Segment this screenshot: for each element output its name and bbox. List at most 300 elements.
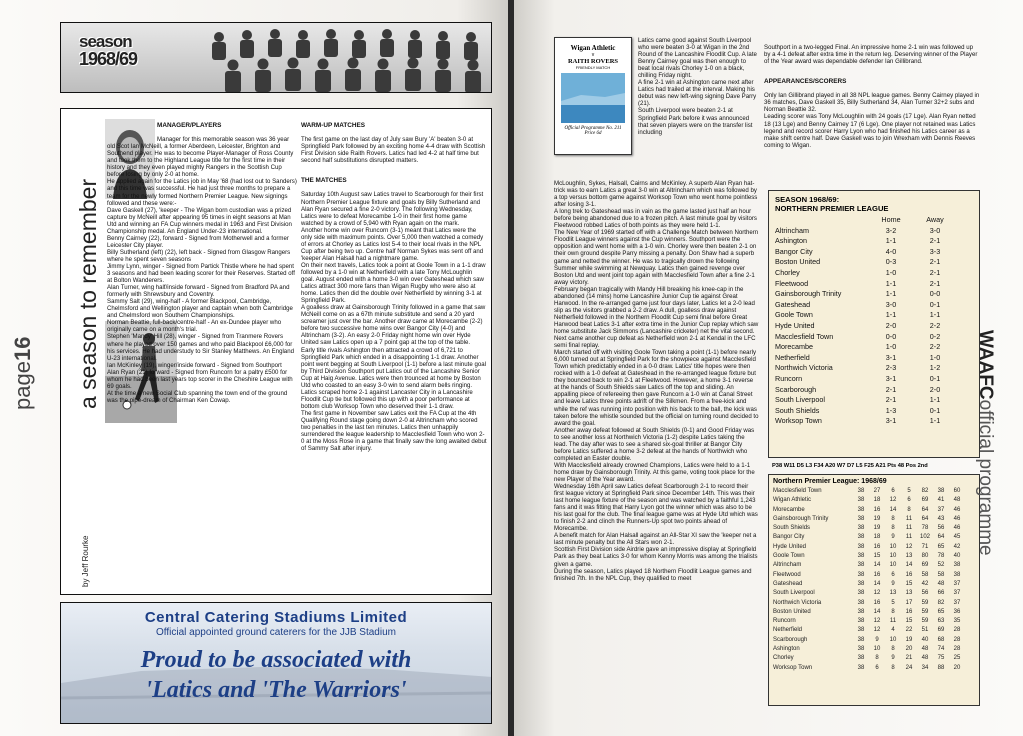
result-away: 2-0: [929, 384, 941, 394]
league-stat: 69: [921, 497, 929, 504]
league-team: Goole Town: [773, 553, 805, 560]
league-stat: 11: [905, 515, 913, 522]
league-row: [771, 626, 965, 635]
league-stat: 38: [953, 571, 961, 578]
result-row: [773, 374, 957, 385]
league-stat: 69: [921, 562, 929, 569]
league-stat: 5: [907, 488, 911, 494]
league-stat: 13: [905, 590, 913, 597]
result-home: 1-1: [885, 289, 897, 299]
result-team: Scarborough: [775, 384, 817, 394]
result-home: 4-0: [885, 246, 897, 256]
league-stat: 38: [857, 543, 865, 550]
result-row: [773, 289, 957, 300]
result-home: 1-1: [885, 310, 897, 320]
league-team: Boston United: [773, 608, 811, 615]
league-stat: 12: [873, 590, 881, 597]
result-team: Ashington: [775, 236, 807, 246]
result-team: Runcorn: [775, 373, 803, 383]
programme-footer: Official Programme No. 211 Price 6d: [564, 126, 622, 136]
league-stat: 20: [953, 664, 961, 671]
league-stat: 6: [891, 571, 895, 578]
league-stat: 10: [889, 543, 897, 550]
league-stat: 69: [937, 627, 945, 634]
league-stat: 41: [937, 497, 945, 504]
result-away: 3-0: [929, 225, 941, 235]
league-stat: 68: [937, 636, 945, 643]
side-title: [75, 179, 102, 409]
league-stat: 12: [889, 497, 897, 504]
result-team: Altrincham: [775, 225, 809, 235]
result-row: [773, 310, 957, 321]
league-stat: 64: [921, 506, 929, 513]
league-stat: 37: [937, 506, 945, 513]
league-team: Northwich Victoria: [773, 599, 822, 606]
season-title: season 1968/69: [79, 32, 138, 69]
result-away: 3-3: [929, 246, 941, 256]
league-stat: 18: [873, 497, 881, 504]
result-team: Worksop Town: [775, 416, 822, 426]
result-team: Gateshead: [775, 299, 811, 309]
league-team: Netherfield: [773, 627, 803, 634]
warmup-text: The first game on the last day of July saw Bury 'A' beaten 3-0 at Springfield Park followed by an exciting home 4-4 draw with Scottish First Division side Raith Rovers. Latics had led 4-2 at half time but second half substitutions disrupted matters.: [301, 136, 486, 165]
result-team: Northwich Victoria: [775, 363, 833, 373]
result-home: 3-1: [885, 352, 897, 362]
programme-club: Wigan Athletic: [570, 44, 616, 52]
league-stat: 15: [905, 580, 913, 587]
result-team: South Liverpool: [775, 395, 825, 405]
league-row: [771, 589, 965, 598]
result-away: 0-2: [929, 331, 941, 341]
matches-column: [301, 115, 487, 587]
league-stat: 8: [891, 525, 895, 532]
league-stat: 38: [857, 664, 865, 671]
article-box: [60, 108, 492, 595]
result-row: [773, 300, 957, 311]
league-team: Ashington: [773, 646, 800, 653]
league-team: Bangor City: [773, 534, 805, 541]
league-stat: 38: [857, 627, 865, 634]
league-stat: 40: [921, 636, 929, 643]
result-away: 1-1: [929, 395, 941, 405]
league-stat: 58: [921, 571, 929, 578]
league-row: [771, 496, 965, 505]
byline-text: by Jeff Rourke: [81, 535, 90, 587]
league-stat: 102: [919, 534, 930, 541]
league-stat: 48: [921, 646, 929, 653]
programme-photo: [561, 73, 625, 123]
result-home: 1-3: [885, 405, 897, 415]
league-stat: 19: [905, 636, 913, 643]
col-home: Home: [881, 215, 901, 224]
result-away: 1-1: [929, 416, 941, 426]
result-row: [773, 257, 957, 268]
league-stat: 4: [891, 627, 895, 634]
ad-slogan-line1: Proud to be associated with: [140, 647, 412, 673]
league-stat: 75: [937, 655, 945, 662]
matches-text: Saturday 10th August saw Latics travel to Scarborough for their first Northern Premier League fixture and goals by Billy Sutherland and Alan Ryan secured a fine 2-0 victory. The following Wednesday, Latics were to defeat Morecambe 1-0 in their first home game watched by a crowd of 5,940 with Ryan again on the mark. Another home win over Runcorn (3-1) meant that Latics were the only side with maximum points. Over 5,000 then watched a comedy of errors at Chorley as Latics lost 5-4 to their local rivals in the NPL Cup after being two up. Centre half Norman Sykes was sent off and 'keeper Alan Halsall had a nightmare game. On their next travels, Latics took a point at Goole Town in a 1-1 draw followed by a 1-0 win at Netherfield with a late Tony McLoughlin goal. August ended with a home 3-0 win over Gateshead which saw Latics attract 300 more fans than Wigan Rugby who were also at home. Latics then did the double over Netherfield by winning 3-1 at Springfield Park. A goalless draw at Gainsborough Trinity followed in a game that saw McNeill come on as a 67th minute substitute and send a 20 yard screamer just over the bar. Another draw came at Morecambe (2-2) before two successive home wins over Bangor City (4-0) and Altrincham (3-2). An easy 2-0 Friday night home win over Hyde United saw Latics open up a 7 point gap at the top of the table. Early title rivals Ashington then attracted a crowd of 6,721 to Springfield Park which ended in a disappointing 1-1 draw. Another point went begging at South Liverpool (1-1) before a last minute goal by Third Division Southport put Latics out of the Lancashire Senior Cup at Haig Avenue. Latics were then trounced at home by Boston Utd who coasted to an easy 3-0 win to send alarm bells ringing. Latics scraped home 2-1 against Lancaster City in a Lancashire Floodlit Cup tie but followed this up with a poor performance at bottom club Worksop Town who deserved their 1-1 draw. The first game in November saw Latics exit the FA Cup at the 4th Qualifying Round stage going down 2-0 at Altrincham who scored two penalties in the last ten minutes. Latics then unhappily surrendered the league leadership to Macclesfield Town who won 2-0 at the Moss Rose in a game that finally saw the long awaited debut of Sammy Salt after injury.: [301, 191, 487, 453]
league-stat: 78: [937, 553, 945, 560]
text-main: McLoughlin, Sykes, Halsall, Cairns and McKinley. A superb Alan Ryan hat-trick was to earn Latics a great 3-0 win at Altrincham which was followed by a top versus bottom game against Worksop Town who went home pointless after losing 3-1. A long trek to Gateshead was in vain as the game lasted just half an hour before being abandoned due to a frozen pitch. A last minute goal by visitors Fleetwood robbed Latics of both points as they were held 1-1. The New Year of 1969 started off with a Challenge Match between Northern Floodlit League winners against the Cup winners. Southport were the opposition and went home with a 1-0 win. Chorley were then beaten 2-1 on their own ground despite Parry missing a penalty. Don Shaw had a superb game and netted the winner. He was to tragically drown the following Summer while swimming at Newquay. Latics then gained revenge over Boston Utd and went joint top again with Macclesfield Town after a fine 2-1 away victory. February began tragically with Mandy Hill breaking his knee-cap in the abandoned (14 mins) home Lancashire Junior Cup tie against Great Harwood. In the re-arranged game just four days later, Latics let a 2-0 lead slip as the visitors grabbed a 2-2 draw. A dull, goalless draw against Netherfield followed in the Northern Floodlit Cup semi final before Great Harwood beat Latics 3-1 after extra time in the Junior Cup replay which saw home substitute Jack Simmons (Lancashire cricketer) net the vital second. Next came another cup defeat as Netherfield won 2-1 at Kendal in the LFC semi final replay. March started off with visiting Goole Town taking a point (1-1) before nearly 6,000 turned out at Springfield Park for the showpiece against Macclesfield Town which predictably ended in a 0-0 draw. Latics' title hopes were then rocked with a 1-0 defeat at Gateshead in the re-arranged league fixture but they bounced back to win 2-1 at Fleetwood. However, a home 3-1 reverse at the hands of South Shields saw Latics off the top and sliding. An appalling piece of refereeing then gave Runcorn a 1-0 win at Canal Street and leave Latics three points adrift of the Silkmen. From a free-kick and while the ref was running into position with his back to the ball, the kick was taken before the whistle sounded but the official on turning round decided to award the goal. Another away defeat followed at South Shields (0-1) and Good Friday was to see another loss at Northwich Victoria (1-2) despite Latics taking the lead. The day after was to see a shared six-goal thriller at Bangor City before Latics suffered a home 3-2 defeat at the hands of Northwich who completed an Easter double. With Macclesfield already crowned Champions, Latics were held to a 1-1 home draw by Gainsborough Trinity. At this game, voting took place for the new Player of the Year award. Wednesday 16th April saw Latics defeat Scarborough 2-1 to record their first league victory at Springfield Park since December 14th. This was their last home league fixture of the season and was watched by a faithful 1,243 fans and it was fitting that Harry Lyon got the winner which was also to be his last goal for the club. The final league game was at Hyde Utd which was to finish 2-2 and clinch the Runners-Up spot two points ahead of Morecambe. A benefit match for Alan Halsall against an All-Star XI saw the 'keeper net a last minute penalty but the All Stars won 2-1. Scottish First Division side Airdrie gave an impressive display at Springfield Park as they beat Latics 3-0 for whom Kenny Morris was among the trialists given a game. During the season, Latics played 18 Northern Floodlit League games and finished 7th. In the NPL Cup, they qualified to meet: [554, 180, 759, 582]
page-number: [10, 337, 36, 410]
result-team: Bangor City: [775, 246, 813, 256]
league-stat: 14: [873, 580, 881, 587]
league-stat: 38: [937, 488, 945, 494]
league-stat: 11: [905, 534, 913, 541]
league-stat: 42: [953, 543, 961, 550]
league-team: Morecambe: [773, 506, 805, 513]
league-row: [771, 543, 965, 552]
league-row: [771, 487, 965, 496]
league-stat: 38: [857, 553, 865, 560]
result-team: Netherfield: [775, 352, 810, 362]
league-stat: 24: [905, 664, 913, 671]
league-stat: 74: [937, 646, 945, 653]
league-stat: 48: [937, 580, 945, 587]
league-stat: 18: [873, 534, 881, 541]
league-row: [771, 599, 965, 608]
ad-title: Central Catering Stadiums Limited: [144, 609, 408, 626]
league-stat: 59: [921, 599, 929, 606]
result-row: [773, 236, 957, 247]
league-row: [771, 533, 965, 542]
brand-programme: official programme: [975, 399, 996, 556]
appearances-heading: APPEARANCES/SCORERS: [764, 78, 847, 86]
managers-text: Manager for this memorable season was 36 year old Scot Ian McNeill, a former Aberdeen, Leicester, Brighton and Southend player. He was to become Player-Manager of Ross County and took them to the Highland League title for the first time in their history and they even played mighty Rangers in the Scottish Cup before losing by only 2-0 at home. He applied again for the Latics job in May '68 (had lost out to Sanders) and this time was successful. He had just three months to prepare a team for the newly formed Northern Premier League. New signings followed and these were:- Dave Gaskell (27), 'keeper - The Wigan born custodian was a prized capture by McNeill after appearing 95 times in eight seasons at Man Utd and winning an FA Cup winners medal in 1963 and First Division Championship medal. An England Under-23 international. Benny Cairney (22), forward - Signed from Motherwell and a former Leicester City player. Billy Sutherland (left) (22), left back - Signed from Glasgow Rangers where he spent seven seasons Jimmy Lynn, winger - Signed from Partick Thistle where he had spent 3 seasons and had been leading scorer for their Reserves. Started off at Bolton Wanderers. Alan Turner, wing half/inside forward - Signed from Bradford PA and formerly with Shrewsbury and Coventry. Sammy Salt (29), wing-half - A former Blackpool, Cambridge, Chelmsford and Wellington player and captain when both Cambridge and Chelmsford won Southern Championships. Norman Beattie, full-back/centre-half - An ex-Dundee player who originally came on a month's trial. Stephen 'Mandy' Hill (28), winger - Signed from Tranmere Rovers where he played over 150 games and who paid Blackpool £6,000 for his services. He had understudy to Sir Stanley Matthews. An England U-23 international. Ian McKinley (19), winger/inside forward - Signed from Southport Alan Ryan (21) forward - Signed from Runcorn for a paltry £500 for whom he had been last years top scorer in the Cheshire League with 69 goals. At the time a new Social Club spanning the town end of the ground was the pipe-dream of Chairman Ken Cowap.: [107, 136, 297, 404]
league-row: [771, 524, 965, 533]
left-page: [0, 0, 508, 736]
league-team: Hyde United: [773, 543, 807, 550]
result-home: 3-1: [885, 416, 897, 426]
result-row: [773, 406, 957, 417]
league-stat: 38: [857, 534, 865, 541]
result-home: 2-1: [885, 395, 897, 405]
league-row: [771, 506, 965, 515]
league-stat: 40: [953, 553, 961, 560]
league-stat: 82: [921, 488, 929, 494]
league-stat: 6: [907, 497, 911, 504]
league-stat: 64: [937, 534, 945, 541]
result-away: 2-1: [929, 267, 941, 277]
league-stat: 15: [873, 553, 881, 560]
brand-waafc: WAAFC: [975, 330, 996, 400]
programme-opponent: RAITH ROVERS: [567, 58, 619, 65]
result-away: 2-1: [929, 257, 941, 267]
league-stat: 65: [937, 608, 945, 615]
result-home: 2-3: [885, 363, 897, 373]
league-stat: 38: [857, 608, 865, 615]
side-brand: [974, 330, 996, 556]
league-title: Northern Premier League: 1968/69: [773, 478, 887, 485]
league-team: Scarborough: [773, 636, 808, 643]
league-row: [771, 571, 965, 580]
league-stat: 56: [937, 525, 945, 532]
league-row: [771, 645, 965, 654]
result-home: 3-1: [885, 373, 897, 383]
result-row: [773, 226, 957, 237]
result-row: [773, 385, 957, 396]
league-stat: 38: [857, 590, 865, 597]
league-row: [771, 617, 965, 626]
result-team: Macclesfield Town: [775, 331, 834, 341]
league-stat: 8: [891, 664, 895, 671]
result-row: [773, 279, 957, 290]
league-stat: 17: [905, 599, 913, 606]
result-away: 0-0: [929, 289, 941, 299]
matches-heading: THE MATCHES: [301, 177, 347, 185]
league-stat: 28: [953, 636, 961, 643]
result-home: 1-0: [885, 267, 897, 277]
league-stat: 9: [891, 655, 895, 662]
league-row: [771, 580, 965, 589]
league-row: [771, 608, 965, 617]
ad-subtitle: Official appointed ground caterers for the JJB Stadium: [156, 627, 396, 638]
result-team: Fleetwood: [775, 278, 809, 288]
league-stat: 15: [905, 618, 913, 625]
league-team: Gateshead: [773, 580, 803, 587]
league-team: Altrincham: [773, 562, 802, 569]
result-row: [773, 332, 957, 343]
league-stat: 42: [921, 580, 929, 587]
league-stat: 38: [857, 618, 865, 625]
league-team: Macclesfield Town: [773, 488, 822, 494]
result-home: 1-1: [885, 278, 897, 288]
result-team: Morecambe: [775, 342, 813, 352]
league-stat: 27: [873, 488, 881, 494]
league-stat: 38: [953, 562, 961, 569]
result-team: Goole Town: [775, 310, 813, 320]
league-stat: 16: [873, 571, 881, 578]
league-stat: 71: [921, 543, 929, 550]
ad-slogan-line2: 'Latics and 'The Warriors': [145, 677, 407, 703]
league-stat: 8: [891, 515, 895, 522]
league-stat: 46: [953, 525, 961, 532]
league-stat: 64: [921, 515, 929, 522]
league-stat: 16: [905, 571, 913, 578]
text-top: Latics came good against South Liverpool who were beaten 3-0 at Wigan in the 2nd Round of the Lancashire Floodlit Cup. A late Benny Cairney goal was then enough to beat local rivals Chorley 1-0 on a black, chilling Friday night. A fine 2-1 win at Ashington came next after Latics had trailed at the interval. Making his debut was new left-wing signing Dave Parry (21). South Liverpool were beaten 2-1 at Springfield Park before it was announced that seven players were on the transfer list including: [638, 37, 757, 136]
league-stat: 38: [857, 580, 865, 587]
league-stat: 46: [953, 506, 961, 513]
league-stat: 16: [873, 543, 881, 550]
league-team: Fleetwood: [773, 571, 801, 578]
league-stat: 12: [905, 543, 913, 550]
league-stat: 80: [921, 553, 929, 560]
page-label: page: [10, 361, 35, 410]
league-stat: 14: [873, 562, 881, 569]
league-row: [771, 515, 965, 524]
league-team: South Liverpool: [773, 590, 815, 597]
right-column-text: [764, 37, 980, 187]
league-stat: 6: [875, 664, 879, 671]
league-stat: 56: [921, 590, 929, 597]
text-right: Southport in a two-legged Final. An impressive home 2-1 win was followed up by a 4-1 defeat after extra time in the return leg. Deserving winner of the Player of the Year award was dependable defender Ian Gillibrand.: [764, 44, 978, 66]
league-row: [771, 664, 965, 673]
league-stat: 78: [921, 525, 929, 532]
league-stat: 38: [857, 525, 865, 532]
league-stat: 14: [905, 562, 913, 569]
league-stat: 19: [873, 515, 881, 522]
result-home: 2-1: [885, 384, 897, 394]
league-stat: 5: [891, 599, 895, 606]
league-stat: 25: [953, 655, 961, 662]
managers-heading: MANAGER/PLAYERS: [157, 122, 222, 130]
league-stat: 37: [953, 580, 961, 587]
league-team: Runcorn: [773, 618, 796, 625]
league-team: Wigan Athletic: [773, 497, 812, 504]
league-row: [771, 552, 965, 561]
league-stat: 13: [905, 553, 913, 560]
league-stat: 36: [953, 608, 961, 615]
league-stat: 38: [857, 497, 865, 504]
league-row: [771, 654, 965, 663]
result-home: 3-0: [885, 299, 897, 309]
result-home: 0-0: [885, 331, 897, 341]
byline: [81, 536, 90, 587]
result-away: 0-1: [929, 299, 941, 309]
league-stat: 35: [953, 618, 961, 625]
result-home: 3-2: [885, 225, 897, 235]
league-table: [771, 487, 965, 673]
result-away: 2-1: [929, 236, 941, 246]
league-stat: 51: [921, 627, 929, 634]
result-home: 1-1: [885, 236, 897, 246]
result-row: [773, 363, 957, 374]
programme-cover: [554, 37, 632, 155]
result-row: [773, 321, 957, 332]
league-stat: 10: [889, 562, 897, 569]
league-stat: 38: [857, 515, 865, 522]
results-title: SEASON 1968/69:: [775, 195, 840, 204]
league-stat: 88: [937, 664, 945, 671]
results-table: [773, 215, 957, 427]
league-stat: 28: [953, 646, 961, 653]
league-stat: 8: [891, 608, 895, 615]
league-stat: 48: [921, 655, 929, 662]
result-away: 0-1: [929, 373, 941, 383]
league-stat: 48: [953, 497, 961, 504]
result-team: Gainsborough Trinity: [775, 289, 842, 299]
league-stat: 14: [889, 506, 897, 513]
league-stat: 9: [891, 534, 895, 541]
league-stat: 82: [937, 599, 945, 606]
result-row: [773, 247, 957, 258]
league-stat: 8: [875, 655, 879, 662]
league-stat: 21: [905, 655, 913, 662]
league-stat: 10: [873, 646, 881, 653]
result-away: 2-2: [929, 320, 941, 330]
league-stat: 38: [857, 571, 865, 578]
catering-ad: [60, 602, 492, 724]
league-stat: 63: [937, 618, 945, 625]
result-row: [773, 416, 957, 427]
league-stat: 16: [873, 599, 881, 606]
league-stat: 12: [873, 618, 881, 625]
result-row: [773, 342, 957, 353]
result-away: 0-1: [929, 405, 941, 415]
league-stat: 66: [937, 590, 945, 597]
league-stat: 10: [889, 636, 897, 643]
page-number-value: 16: [10, 336, 35, 362]
league-stat: 38: [857, 646, 865, 653]
league-stat: 14: [873, 608, 881, 615]
league-team: Chorley: [773, 655, 794, 662]
result-away: 2-1: [929, 278, 941, 288]
league-stat: 43: [937, 515, 945, 522]
results-subtitle: NORTHERN PREMIER LEAGUE: [775, 204, 889, 213]
appearances-text: Only Ian Gillibrand played in all 38 NPL league games. Benny Cairney played in 36 matches, Dave Gaskell 35, Billy Sutherland 34, Alan Turner 32+2 subs and Norman Beattie 32. Leading scorer was Tony McLoughlin with 24 goals (17 Lge). Alan Ryan netted 18 (13 Lge) and Benny Cairney 17 (6 Lge). One player not retained was Latics legend and record scorer Harry Lyon who had finished his Latics career as a make shift centre half. Dave Gaskell was to join Wrexham with Dennis Reeves coming to Wigan.: [764, 92, 980, 149]
league-stat: 20: [905, 646, 913, 653]
side-title-text: a season to remember: [75, 178, 101, 409]
league-stat: 10: [889, 553, 897, 560]
result-away: 2-2: [929, 342, 941, 352]
result-team: Chorley: [775, 267, 800, 277]
league-stat: 8: [907, 506, 911, 513]
league-stat: 59: [921, 608, 929, 615]
league-stat: 59: [921, 618, 929, 625]
result-away: 1-1: [929, 310, 941, 320]
warmup-heading: WARM-UP MATCHES: [301, 122, 366, 130]
league-stat: 12: [873, 627, 881, 634]
result-home: 2-0: [885, 320, 897, 330]
results-header-row: [773, 215, 957, 226]
result-row: [773, 353, 957, 364]
league-stat: 34: [921, 664, 929, 671]
league-stat: 11: [889, 618, 897, 625]
result-home: 0-3: [885, 257, 897, 267]
league-team: South Shields: [773, 525, 811, 532]
league-stat: 45: [953, 534, 961, 541]
league-stat: 9: [875, 636, 879, 643]
league-stat: 19: [873, 525, 881, 532]
league-stat: 16: [905, 608, 913, 615]
league-stat: 13: [889, 590, 897, 597]
result-away: 1-0: [929, 352, 941, 362]
league-stat: 58: [937, 571, 945, 578]
league-stat: 38: [857, 488, 865, 494]
league-stat: 38: [857, 562, 865, 569]
league-stat: 65: [937, 543, 945, 550]
results-box: [768, 190, 980, 458]
managers-section: [107, 115, 297, 587]
col-away: Away: [926, 215, 944, 224]
league-stat: 28: [953, 627, 961, 634]
result-team: South Shields: [775, 405, 820, 415]
result-team: Boston United: [775, 257, 821, 267]
league-stat: 38: [857, 506, 865, 513]
league-stat: 16: [873, 506, 881, 513]
league-stat: 46: [953, 515, 961, 522]
league-team: Worksop Town: [773, 664, 813, 671]
right-page: [514, 0, 1023, 736]
league-stat: 6: [891, 488, 895, 494]
result-away: 1-2: [929, 363, 941, 373]
season-summary: P38 W11 D5 L3 F34 A20 W7 D7 L5 F25 A21 Pts 48 Pos 2nd: [772, 463, 928, 469]
programme-vs: v: [591, 52, 595, 58]
league-stat: 22: [905, 627, 913, 634]
result-row: [773, 395, 957, 406]
league-stat: 8: [891, 646, 895, 653]
result-team: Hyde United: [775, 320, 815, 330]
league-team: Gainsborough Trinity: [773, 515, 829, 522]
league-stat: 52: [937, 562, 945, 569]
season-header-box: [60, 22, 492, 93]
league-stat: 9: [891, 580, 895, 587]
league-row: [771, 561, 965, 570]
league-row: [771, 636, 965, 645]
league-stat: 37: [953, 590, 961, 597]
league-stat: 37: [953, 599, 961, 606]
result-row: [773, 268, 957, 279]
